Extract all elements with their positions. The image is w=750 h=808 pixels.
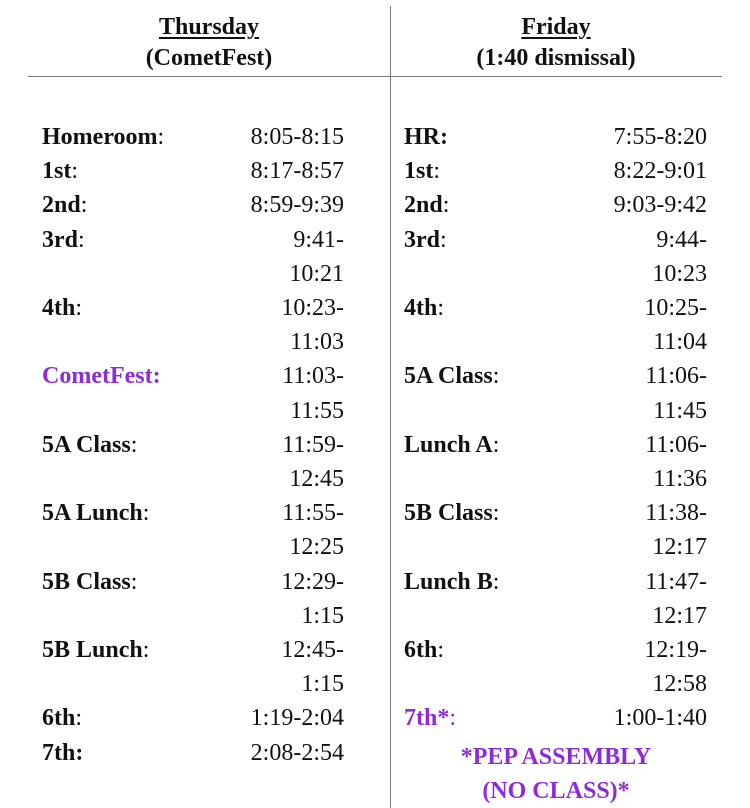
period-name: 5A Lunch (42, 500, 143, 527)
period-time: 10:23- 11:03 (281, 295, 344, 356)
period-name: 2nd (404, 192, 443, 219)
period-colon: : (437, 637, 445, 664)
schedule-row (390, 565, 722, 633)
period-label (404, 359, 499, 393)
period-label (404, 701, 456, 735)
schedule-row (390, 223, 722, 291)
period-name: 1st (404, 158, 434, 185)
period-label (404, 428, 499, 462)
period-colon: : (442, 192, 450, 219)
period-colon: : (440, 226, 447, 253)
schedule-row (390, 496, 722, 564)
period-time: 9:44- 10:23 (652, 226, 707, 287)
period-time: 11:55- 12:25 (282, 500, 344, 561)
period-colon: : (75, 705, 83, 732)
schedule-row (28, 154, 390, 188)
schedule-row (28, 120, 390, 154)
period-time: 7:55-8:20 (613, 124, 707, 150)
schedule-row (390, 428, 722, 496)
period-label (42, 565, 137, 599)
period-name: 5A Class (42, 431, 131, 458)
schedule-row (28, 291, 390, 359)
period-label (404, 565, 499, 599)
schedule-row (28, 188, 390, 222)
period-name: 5A Class (404, 363, 493, 390)
period-label (42, 154, 78, 188)
schedule-row (390, 154, 722, 188)
period-name: 2nd (42, 192, 81, 219)
period-label (42, 120, 164, 154)
friday-day: Friday (521, 14, 591, 40)
period-label (404, 223, 447, 257)
period-label (42, 633, 149, 667)
period-name: Lunch B (404, 568, 493, 595)
period-label (404, 496, 499, 530)
schedule-row (390, 633, 722, 701)
schedule-row (28, 565, 390, 633)
friday-header (390, 12, 722, 74)
period-time: 11:38- 12:17 (645, 500, 707, 561)
friday-column (390, 6, 722, 808)
period-time: 1:00-1:40 (613, 705, 707, 732)
period-time: 12:19- 12:58 (644, 637, 707, 698)
note-line-2: (NO CLASS)* (482, 778, 630, 804)
period-label (42, 223, 85, 257)
period-name: 6th (404, 637, 438, 664)
period-time: 8:59-9:39 (250, 192, 344, 219)
period-time: 2:08-2:54 (250, 739, 344, 766)
period-time: 10:25- 11:04 (644, 295, 707, 356)
period-colon: : (130, 568, 138, 595)
period-label (42, 701, 82, 735)
period-name: Lunch A (404, 431, 493, 458)
schedule-row (390, 359, 722, 427)
period-name: HR: (404, 124, 448, 150)
period-name: 6th (42, 705, 76, 732)
period-label (42, 359, 161, 393)
period-time: 8:05-8:15 (250, 124, 344, 150)
period-time: 1:19-2:04 (250, 705, 344, 732)
pep-assembly-note (390, 740, 722, 808)
period-name: 5B Lunch (42, 637, 143, 664)
period-colon: : (433, 158, 441, 185)
schedule-row (28, 701, 390, 735)
period-colon: : (78, 226, 85, 253)
thursday-column (28, 6, 390, 808)
period-name: 3rd (42, 226, 78, 253)
schedule-row (28, 359, 390, 427)
period-label (42, 188, 87, 222)
period-label (42, 291, 82, 325)
period-time: 11:06- 11:36 (645, 431, 707, 493)
period-colon: : (492, 363, 500, 390)
schedule-table (28, 6, 722, 808)
schedule-row (28, 496, 390, 564)
period-name: 7th: (42, 739, 84, 766)
period-name: 5B Class (404, 500, 493, 527)
note-line-1: *PEP ASSEMBLY (460, 744, 652, 770)
period-colon: : (71, 158, 79, 185)
period-label (404, 291, 444, 325)
period-colon: : (142, 637, 150, 664)
period-label (404, 120, 448, 154)
period-colon: : (80, 192, 88, 219)
period-label (42, 736, 83, 770)
schedule-row (28, 633, 390, 701)
period-label (404, 633, 444, 667)
schedule-row (28, 736, 390, 770)
thursday-day: Thursday (158, 14, 260, 40)
period-name: 7th* (404, 705, 450, 732)
period-name: 4th (42, 295, 76, 322)
schedule-row (390, 188, 722, 222)
period-colon: : (437, 295, 445, 322)
period-time: 11:59- 12:45 (282, 431, 344, 493)
period-time: 12:29- 1:15 (281, 568, 344, 629)
schedule-row (390, 120, 722, 154)
period-colon: : (157, 124, 165, 150)
period-time: 9:41- 10:21 (289, 226, 344, 287)
schedule-row (390, 291, 722, 359)
period-time: 11:47- 12:17 (645, 568, 707, 629)
period-name: 4th (404, 295, 438, 322)
period-colon: : (142, 500, 150, 527)
thursday-subtitle: (CometFest) (145, 45, 273, 71)
period-colon: : (492, 431, 500, 458)
period-label (42, 496, 149, 530)
period-name: 3rd (404, 226, 440, 253)
period-colon: : (492, 568, 500, 595)
thursday-header (28, 12, 390, 74)
period-label (404, 188, 449, 222)
period-colon: : (492, 500, 500, 527)
period-name: CometFest: (42, 363, 161, 390)
schedule-row (28, 428, 390, 496)
period-name: Homeroom (42, 124, 158, 150)
period-name: 1st (42, 158, 72, 185)
period-name: 5B Class (42, 568, 131, 595)
friday-rows (390, 120, 722, 736)
period-time: 8:22-9:01 (613, 158, 707, 185)
schedule-row (390, 701, 722, 735)
period-colon: : (449, 705, 457, 732)
period-time: 8:17-8:57 (250, 158, 344, 185)
period-label (42, 428, 137, 462)
period-time: 9:03-9:42 (613, 192, 707, 219)
thursday-rows (28, 120, 390, 770)
period-time: 12:45- 1:15 (281, 637, 344, 698)
period-label (404, 154, 440, 188)
period-colon: : (130, 431, 138, 458)
period-time: 11:06- 11:45 (645, 363, 707, 424)
period-colon: : (75, 295, 83, 322)
period-time: 11:03- 11:55 (282, 363, 344, 424)
schedule-row (28, 223, 390, 291)
friday-subtitle: (1:40 dismissal) (476, 45, 636, 71)
